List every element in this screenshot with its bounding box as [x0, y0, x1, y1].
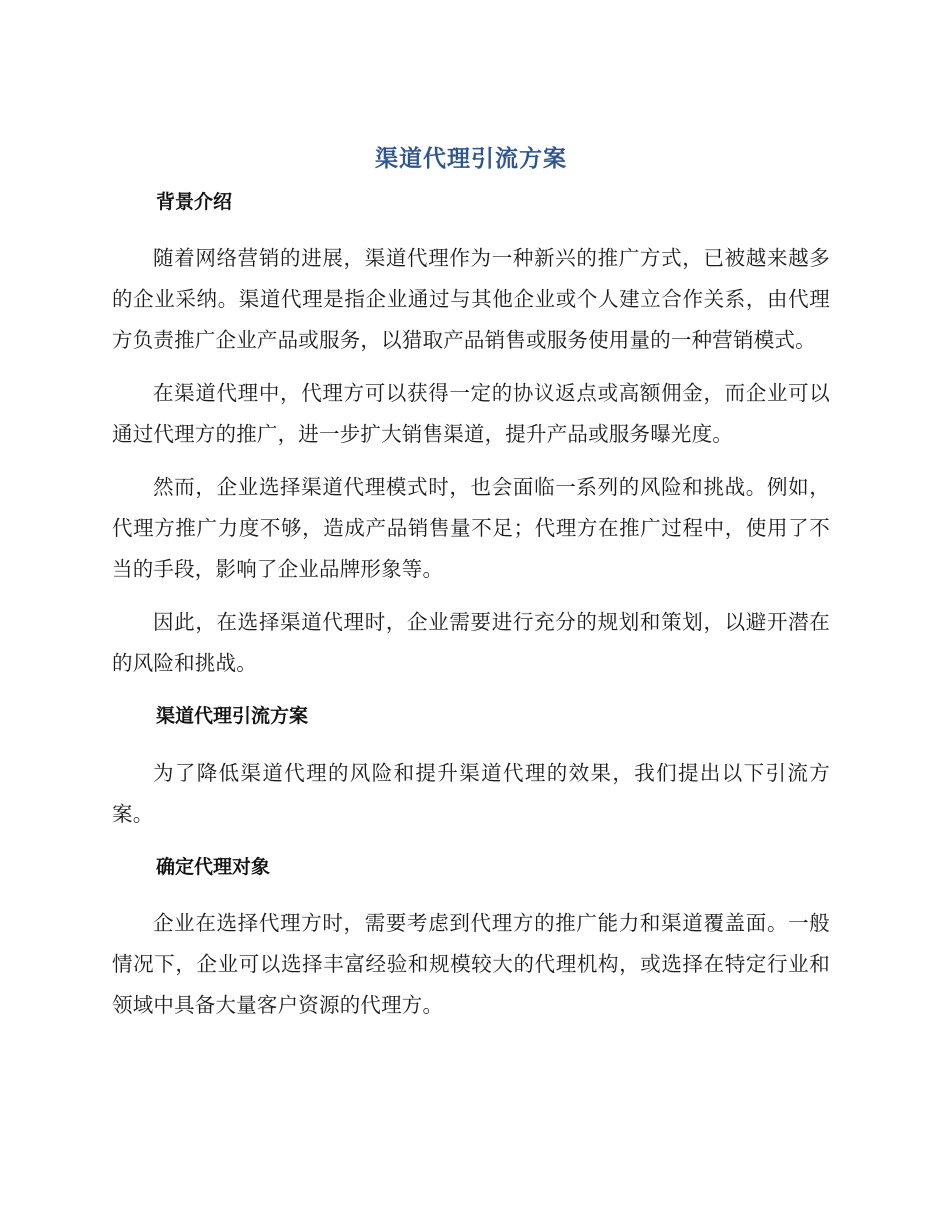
section-heading-target: 确定代理对象: [156, 855, 271, 878]
paragraph: 随着网络营销的进展，渠道代理作为一种新兴的推广方式，已被越来越多的企业采纳。渠道代理是指企业通过与其他企业或个人建立合作关系，由代理方负责推广企业产品或服务，以猎取产品销售或服务使用量的一种营销模式。: [112, 246, 830, 353]
paragraph: 然而，企业选择渠道代理模式时，也会面临一系列的风险和挑战。例如，代理方推广力度不够，造成产品销售量不足；代理方在推广过程中，使用了不当的手段，影响了企业品牌形象等。: [112, 475, 830, 582]
paragraph: 因此，在选择渠道代理时，企业需要进行充分的规划和策划，以避开潜在的风险和挑战。: [112, 610, 830, 676]
paragraph: 为了降低渠道代理的风险和提升渠道代理的效果，我们提出以下引流方案。: [112, 760, 830, 826]
paragraph: 在渠道代理中，代理方可以获得一定的协议返点或高额佣金，而企业可以通过代理方的推广，进一步扩大销售渠道，提升产品或服务曝光度。: [112, 381, 830, 447]
document-title: 渠道代理引流方案: [375, 146, 567, 172]
paragraph: 企业在选择代理方时，需要考虑到代理方的推广能力和渠道覆盖面。一般情况下，企业可以选择丰富经验和规模较大的代理机构，或选择在特定行业和领域中具备大量客户资源的代理方。: [112, 911, 830, 1018]
section-heading-plan: 渠道代理引流方案: [156, 705, 309, 728]
section-heading-background: 背景介绍: [156, 190, 233, 213]
